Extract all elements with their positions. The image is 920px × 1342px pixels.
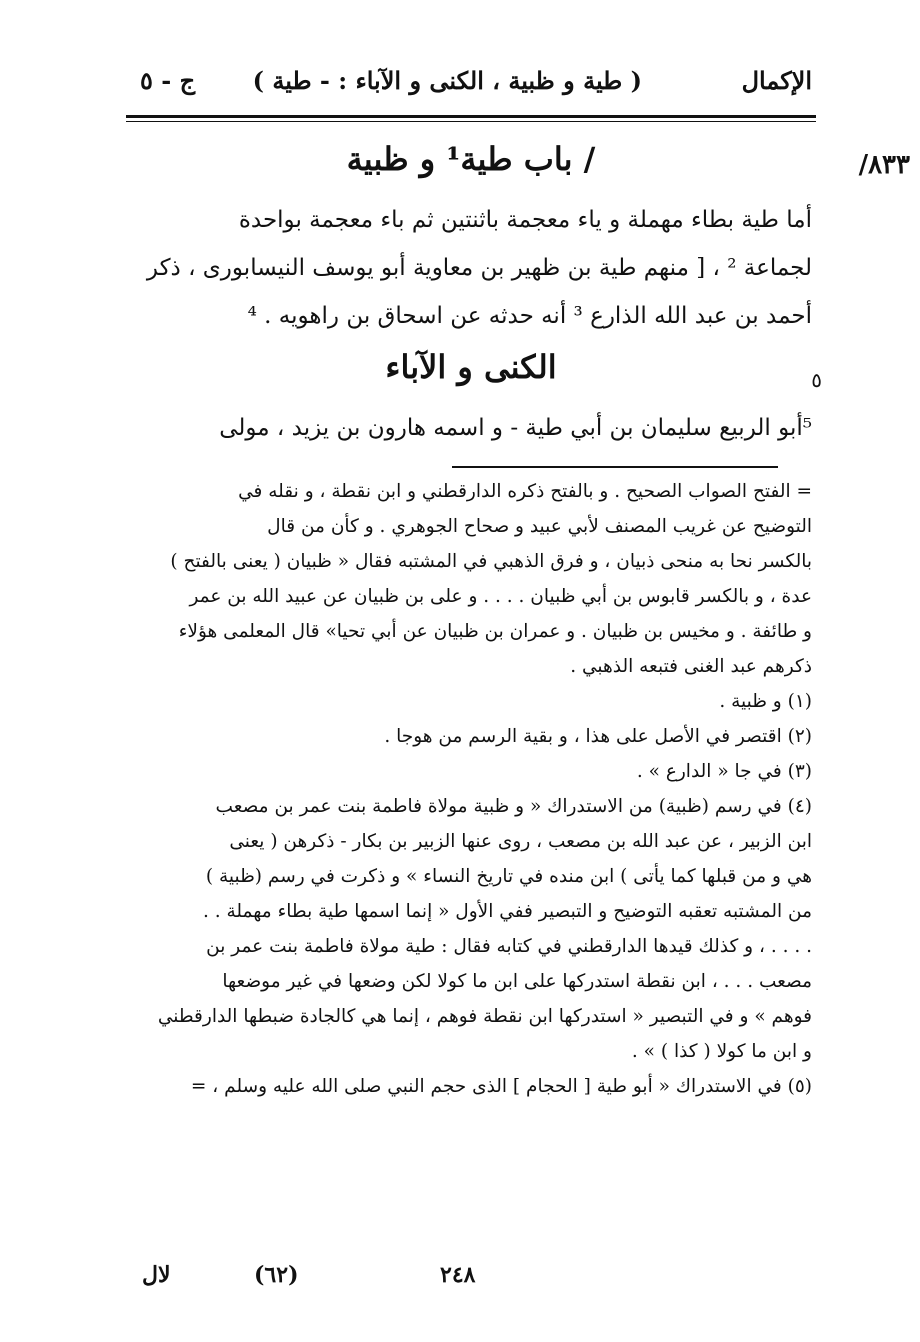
line-number-five: ٥ <box>811 368 822 392</box>
page-footer <box>130 1258 820 1298</box>
footnote-line: ذكرهم عبد الغنى فتبعه الذهبي . <box>570 656 812 677</box>
book-title: الإكمال <box>741 66 812 95</box>
main-text-line: لجماعة ² ، [ منهم طية بن ظهير بن معاوية أبو يوسف النيسابورى ، ذكر <box>146 255 812 281</box>
running-header <box>130 62 812 106</box>
footnote-line: التوضيح عن غريب المصنف لأبي عبيد و صحاح الجوهري . و كأن من قال <box>267 516 812 537</box>
footnote-line: مصعب . . . ، ابن نقطة استدركها على ابن ما كولا لكن وضعها في غير موضعها <box>222 971 812 992</box>
footnote-line: هي و من قبلها كما يأتى ) ابن منده في تاريخ النساء » و ذكرت في رسم (ظبية ) <box>205 866 812 887</box>
footnote-line: = الفتح الصواب الصحيح . و بالفتح ذكره الدارقطني و ابن نقطة ، و نقله في <box>238 481 812 502</box>
footnote-separator <box>452 466 778 468</box>
section-title: / باب طية¹ و ظبية <box>346 140 596 178</box>
kuna-text-line: ⁵أبو الربيع سليمان بن أبي طية - و اسمه هارون بن يزيد ، مولى <box>219 415 812 441</box>
footnote-line: من المشتبه تعقبه التوضيح و التبصير ففي الأول « إنما اسمها طية بطاء مهملة . . <box>202 901 812 922</box>
footnote-line: (٤) في رسم (ظبية) من الاستدراك « و ظبية مولاة فاطمة بنت عمر بن مصعب <box>215 796 812 817</box>
kuna-section-title: الكنى و الآباء <box>385 348 557 386</box>
header-rule <box>126 115 816 118</box>
footnote-line: بالكسر نحا به منحى ذبيان ، و فرق الذهبي في المشتبه فقال « ظبيان ( يعنى بالفتح ) <box>170 551 812 572</box>
header-rule-thin <box>126 121 816 122</box>
header-topic: ( طية و ظبية ، الكنى و الآباء : - طية ) <box>252 66 642 95</box>
footer-reference: (٦٢) <box>254 1262 299 1288</box>
footnote-line: عدة ، و بالكسر قابوس بن أبي ظبيان . . . . و على بن ظبيان عن عبيد الله بن عمر <box>189 586 812 607</box>
volume-label: ج - ٥ <box>140 66 196 95</box>
footnote-line: و ابن ما كولا ( كذا ) » . <box>631 1041 812 1062</box>
page-number: ٢٤٨ <box>440 1262 476 1288</box>
footnote-line: فوهم » و في التبصير « استدركها ابن نقطة فوهم ، إنما هي كالجادة ضبطها الدارقطني <box>157 1006 812 1027</box>
footnotes <box>122 474 812 1104</box>
main-text-line: أحمد بن عبد الله الذارع ³ أنه حدثه عن اسحاق بن راهويه . ⁴ <box>247 303 812 329</box>
footnote-line: ابن الزبير ، عن عبد الله بن مصعب ، روى عنها الزبير بن بكار - ذكرهن ( يعنى <box>229 831 812 852</box>
main-text <box>132 196 812 340</box>
entry-number: /٨٣٣ <box>858 150 910 180</box>
footer-mark: لال <box>142 1262 171 1288</box>
footnote-line: (٥) في الاستدراك « أبو طية [ الحجام ] الذى حجم النبي صلى الله عليه وسلم ، = <box>190 1076 812 1097</box>
footnote-line: (٣) في جا « الدارع » . <box>636 761 812 782</box>
main-text-line: أما طية بطاء مهملة و ياء معجمة باثنتين ثم باء معجمة بواحدة <box>238 207 812 233</box>
footnote-line: . . . . ، و كذلك قيدها الدارقطني في كتابه فقال : طية مولاة فاطمة بنت عمر بن <box>206 936 812 957</box>
footnote-line: و طائفة . و مخيس بن ظبيان . و عمران بن ظبيان عن أبي تحيا» قال المعلمى هؤلاء <box>178 621 812 642</box>
footnote-line: (١) و ظبية . <box>719 691 812 712</box>
footnote-line: (٢) اقتصر في الأصل على هذا ، و بقية الرسم من هوجا . <box>384 726 812 747</box>
